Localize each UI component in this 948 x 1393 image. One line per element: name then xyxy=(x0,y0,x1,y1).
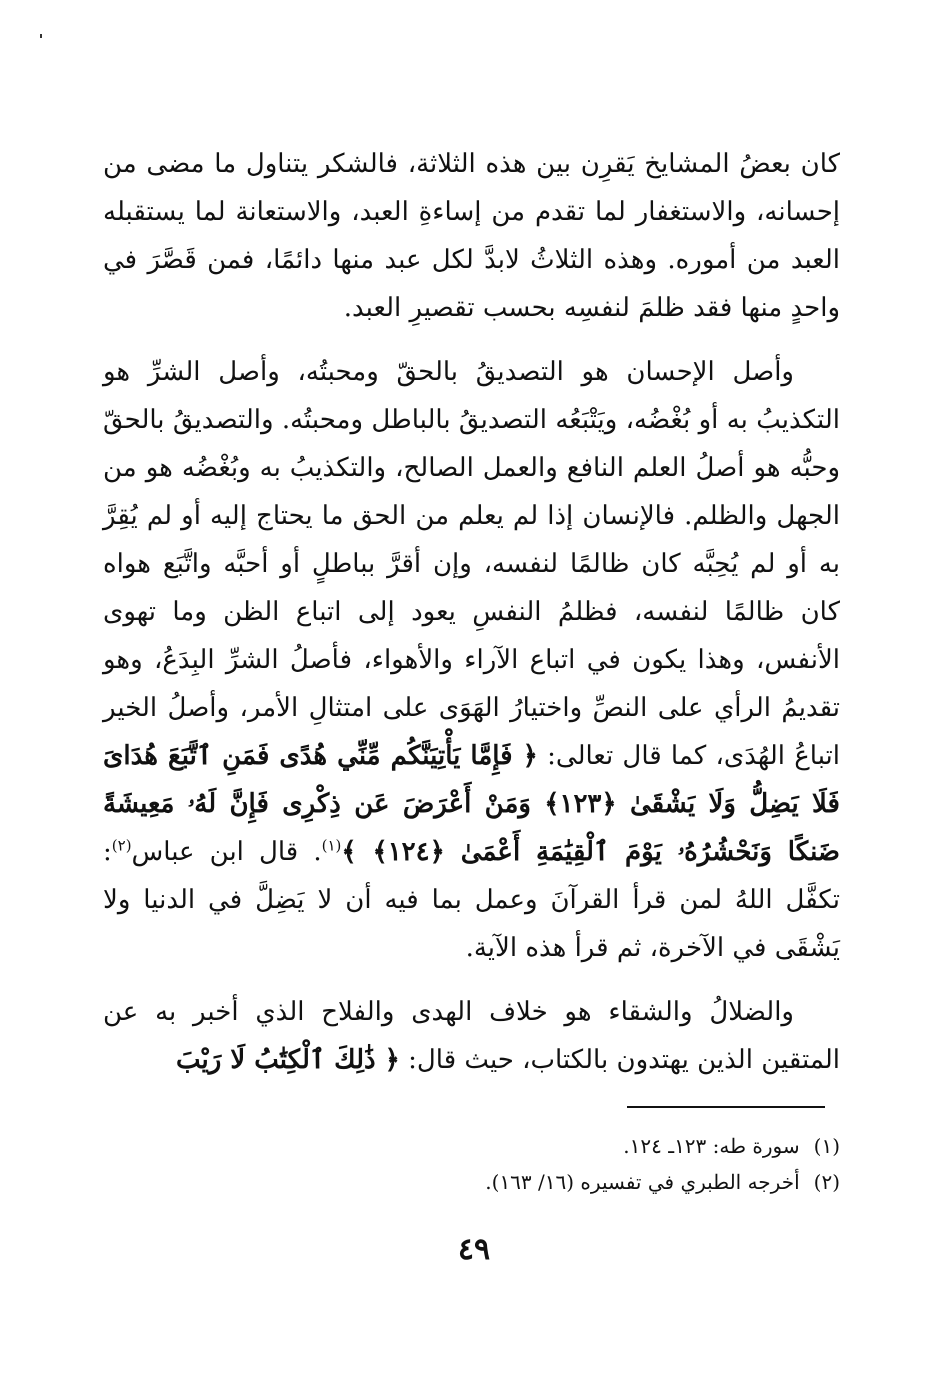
footnote-ref-1: (١) xyxy=(321,836,342,855)
footnote-separator xyxy=(627,1106,825,1108)
paragraph-1: كان بعضُ المشايخ يَقرِن بين هذه الثلاثة، فالشكر يتناول ما مضى من إحسانه، والاستغفار لما تقدم من إساءةِ العبد، والاستعانة لما يستقبله العبد من أموره. وهذه الثلاثُ لابدَّ لكل عبد منها دائمًا، فمن قَصَّرَ في واحدٍ منها فقد ظلمَ لنفسِه بحسب تقصيرِ العبد. xyxy=(103,149,840,323)
footnote-ref-2: (٢) xyxy=(111,836,132,855)
footnote-2 xyxy=(103,1164,840,1200)
footnote-1 xyxy=(103,1128,840,1164)
paragraph-2-ibn-abbas: . قال ابن عباس xyxy=(131,837,322,867)
scan-speck xyxy=(40,34,42,38)
footnote-number: (١) xyxy=(813,1134,840,1158)
paragraph-2-tail: : تكفَّل اللهُ لمن قرأ القرآنَ وعمل بما فيه أن لا يَضِلَّ في الدنيا ولا يَشْقَى في الآخرة، ثم قرأ هذه الآية. xyxy=(103,837,840,963)
footnotes xyxy=(103,1128,840,1200)
paragraph-3-text: والضلالُ والشقاء هو خلاف الهدى والفلاح الذي أخبر به عن المتقين الذين يهتدون بالكتاب، حيث قال: xyxy=(103,997,840,1075)
footnote-text: أخرجه الطبري في تفسيره (١٦/ ١٦٣). xyxy=(485,1170,800,1194)
main-text xyxy=(103,140,840,1100)
page-number: ٤٩ xyxy=(457,1232,491,1267)
footnote-number: (٢) xyxy=(813,1170,840,1194)
footnote-text: سورة طه: ١٢٣ـ ١٢٤. xyxy=(623,1134,800,1158)
quran-verse-taha: ﴿ فَإِمَّا يَأْتِيَنَّكُم مِّنِّي هُدًى فَمَنِ ٱتَّبَعَ هُدَاىَ فَلَا يَضِلُّ وَلَا يَشْقَىٰ ﴿١٢٣﴾ وَمَنْ أَعْرَضَ عَن ذِكْرِى فَإِنَّ لَهُۥ مَعِيشَةً ضَنكًا وَنَحْشُرُهُۥ يَوْمَ ٱلْقِيَٰمَةِ أَعْمَىٰ ﴿١٢٤﴾ ﴾ xyxy=(103,741,840,867)
paragraph-3 xyxy=(103,988,840,1084)
quran-verse-baqara: ﴿ ذَٰلِكَ ٱلْكِتَٰبُ لَا رَيْبَ xyxy=(175,1045,400,1075)
paragraph-2-text: وأصل الإحسان هو التصديقُ بالحقّ ومحبتُه، وأصل الشرِّ هو التكذيبُ به أو بُغْضُه، ويَتْبَعُه التصديقُ بالباطل ومحبتُه. والتصديقُ بالحقّ وحبُّه هو أصلُ العلم النافع والعمل الصالح، والتكذيبُ به وبُغْضُه هو من الجهل والظلم. فالإنسان إذا لم يعلم من الحق ما يحتاج إليه أو لم يُقِرَّ به أو لم يُحِبَّه كان ظالمًا لنفسه، وإن أقرَّ بباطلٍ أو أحبَّه واتَّبَع هواه كان ظالمًا لنفسه، فظلمُ النفسِ يعود إلى اتباع الظن وما تهوى الأنفس، وهذا يكون في اتباع الآراء والأهواء، فأصلُ الشرِّ البِدَعُ، وهو تقديمُ الرأي على النصِّ واختيارُ الهَوَى على امتثالِ الأمر، وأصلُ الخير اتباعُ الهُدَى، كما قال تعالى: xyxy=(103,357,840,771)
paragraph-2 xyxy=(103,348,840,972)
